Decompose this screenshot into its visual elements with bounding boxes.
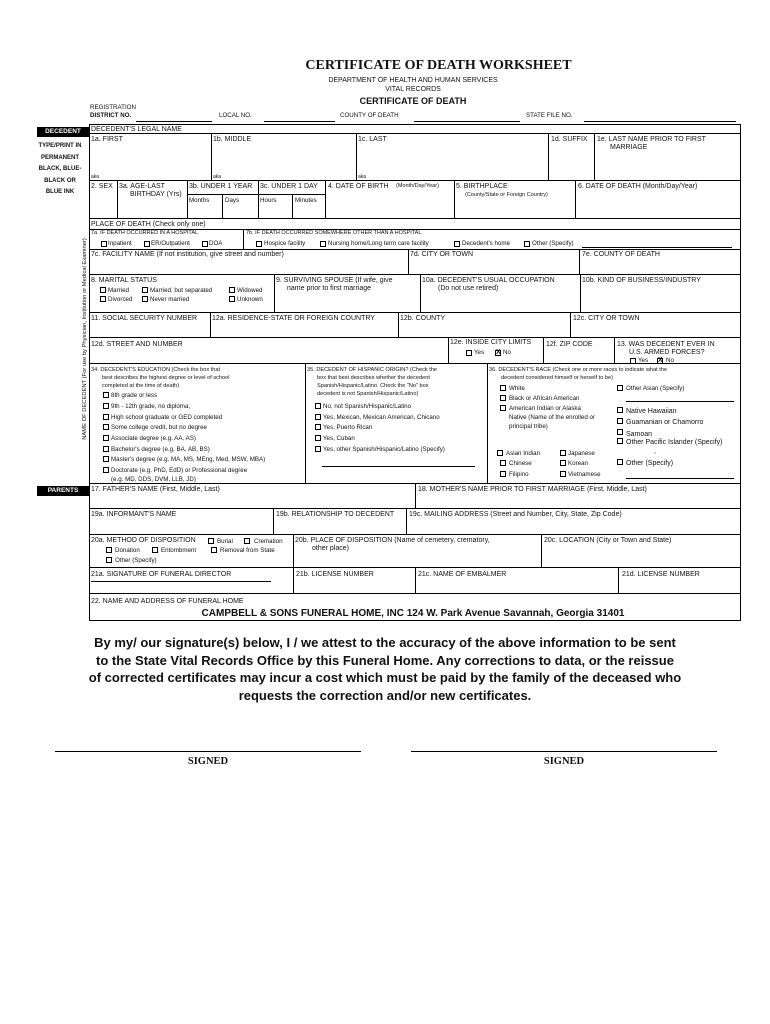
signature-line-left[interactable] [55,751,361,752]
home-label: Decedent's home [462,240,510,247]
inside-city-yes-checkbox[interactable] [466,350,472,356]
hispanic-option-label: Yes, other Spanish/Hispanic/Latino (Specify) [323,446,445,453]
birthday-label: BIRTHDAY (Yrs) [130,191,182,198]
ink-instructions: TYPE/PRINT IN PERMANENT BLACK, BLUE- BLACK OR BLUE INK [38,143,82,195]
race-white-checkbox[interactable] [500,385,506,391]
entombment-checkbox[interactable] [152,547,158,553]
county-death-field[interactable] [580,258,739,273]
armed-no-label: No [666,357,674,364]
race-korean-label: Korean [568,460,588,467]
hispanic-option-checkbox[interactable] [315,424,321,430]
inside-city-label: 12e. INSIDE CITY LIMITS [450,339,532,346]
race-filipino-checkbox[interactable] [500,471,506,477]
district-input[interactable] [136,121,212,122]
race-filipino-label: Filipino [509,471,529,478]
nursing-label: Nursing home/Long term care facility [328,240,429,247]
race-white-label: White [509,385,525,392]
sex-label: 2. SEX [91,183,113,190]
facility-label: 7c. FACILITY NAME (If not institution, give street and number) [91,251,284,258]
hispanic-option-label: No, not Spanish/Hispanic/Latino [323,403,412,410]
inside-city-no-label: No [503,349,511,356]
er-label: ER/Outpatient [151,240,190,247]
edu-option-label: 8th grade or less [111,392,158,399]
middle-name-label: 1b. MIDDLE [213,136,252,143]
race-samoan-label: Samoan [626,431,653,438]
dod-label: 6. DATE OF DEATH (Month/Day/Year) [578,183,698,190]
funeral-home-label: 22. NAME AND ADDRESS OF FUNERAL HOME [91,598,244,605]
hospice-checkbox[interactable] [256,241,262,247]
place-of-death-label: PLACE OF DEATH (Check only one) [91,221,206,228]
hispanic-option-label: Yes, Mexican, Mexican American, Chicano [323,414,440,421]
race-black-label: Black or African American [509,395,580,402]
occupation-label: 10a. DECEDENT'S USUAL OCCUPATION [422,277,555,284]
attestation-text: By my/ our signature(s) below, I / we attest to the accuracy of the above information to be sent to the State Vital Records Office by this Funeral Home. Any corrections to data, or the reissue of corrected certificates may incur a cost which must be paid by the family of the deceased who requests the correction and/or new certificates. [88,635,682,703]
birthplace-format: (County/State or Foreign Country) [465,192,548,198]
removal-checkbox[interactable] [211,547,217,553]
age-last-label: 3a. AGE-LAST [119,183,165,190]
race-native-label-3: principal tribe) [509,423,548,430]
donation-label: Donation [115,547,140,554]
aka-label-1: aka [91,174,100,180]
edu-option-checkbox[interactable] [103,424,109,430]
edu-option-label: High school graduate or GED completed [111,414,223,421]
race-other-asian-input[interactable] [626,401,734,402]
department-label: DEPARTMENT OF HEALTH AND HUMAN SERVICES [328,77,498,84]
race-pacific-checkbox[interactable] [617,438,623,444]
spouse-label: 9. SURVIVING SPOUSE (If wife, give [276,277,393,284]
street-label: 12d. STREET AND NUMBER [91,341,183,348]
removal-label: Removal from State [220,547,275,554]
months-label: Months [189,197,210,204]
never-married-checkbox[interactable] [142,296,148,302]
cremation-label: Cremation [254,538,283,545]
vertical-note: NAME OF DECEDENT (For use by Physician, Institution or Medical Examiner) [82,238,88,440]
county-input[interactable] [414,121,520,122]
license-label-2: 21d. LICENSE NUMBER [622,571,700,578]
race-chinese-label: Chinese [509,460,532,467]
armed-yes-label: Yes [638,357,649,364]
edu-option-checkbox[interactable] [103,392,109,398]
facility-field[interactable] [90,258,407,273]
inside-city-no-checkbox[interactable] [495,350,501,356]
other-place-checkbox[interactable] [524,241,530,247]
nursing-checkbox[interactable] [320,241,326,247]
race-guam-label: Guamanian or Chamorro [626,419,704,426]
er-checkbox[interactable] [144,241,150,247]
other-place-label: Other (Specify) [532,240,574,247]
burial-checkbox[interactable] [208,538,214,544]
dob-format: (Month/Day/Year) [396,183,439,189]
never-married-label: Never married [150,296,190,303]
location-label: 20c. LOCATION (City or Town and State) [544,537,672,544]
divorced-checkbox[interactable] [100,296,106,302]
inpatient-checkbox[interactable] [101,241,107,247]
disposition-method-label: 20a. METHOD OF DISPOSITION [91,537,196,544]
hispanic-option-label: Yes, Puerto Rican [323,424,373,431]
race-guam-checkbox[interactable] [617,418,623,424]
widowed-checkbox[interactable] [229,287,235,293]
unknown-checkbox[interactable] [229,296,235,302]
inpatient-label: Inpatient [108,240,132,247]
armed-yes-checkbox[interactable] [630,358,636,364]
race-other-asian-checkbox[interactable] [617,385,623,391]
edu-option-label: Doctorate (e.g. PhD, EdD) or Professional degree [111,467,248,474]
aka-label-3: aka [358,174,367,180]
race-comma: , [654,448,656,455]
race-hawaiian-checkbox[interactable] [617,407,623,413]
relationship-label: 19b. RELATIONSHIP TO DECEDENT [276,511,395,518]
dob-label: 4. DATE OF BIRTH [328,183,389,190]
race-samoan-checkbox[interactable] [617,429,623,435]
edu-option-note: (e.g. MD, DDS, DVM, LLB, JD) [111,476,196,483]
residence-city-label: 12c. CITY OR TOWN [573,315,640,322]
married-label: Married [108,287,129,294]
dob-field[interactable] [326,192,453,217]
race-asian-indian-label: Asian Indian [506,450,541,457]
other-place-input[interactable] [582,247,732,248]
ssn-field[interactable] [90,323,209,336]
race-vietnamese-checkbox[interactable] [560,471,566,477]
county-label: COUNTY OF DEATH [340,112,399,119]
race-japanese-checkbox[interactable] [560,450,566,456]
hospital-label: 7a. IF DEATH OCCURRED IN A HOSPITAL [91,230,199,236]
district-label: DISTRICT NO. [90,112,132,119]
place-disposition-label: 20b. PLACE OF DISPOSITION (Name of cemetery, crematory, [295,537,490,544]
city-town-field[interactable] [409,258,578,273]
race-vietnamese-label: Vietnamese [568,471,601,478]
race-other-input[interactable] [626,478,734,479]
zip-label: 12f. ZIP CODE [546,341,593,348]
suffix-label: 1d. SUFFIX [551,136,588,143]
registration-label: REGISTRATION [90,104,136,111]
race-asian-indian-checkbox[interactable] [497,450,503,456]
last-prior-label: 1e. LAST NAME PRIOR TO FIRST [597,136,706,143]
cremation-checkbox[interactable] [244,538,250,544]
hospice-label: Hospice facility [264,240,306,247]
race-korean-checkbox[interactable] [560,460,566,466]
hispanic-option-checkbox[interactable] [315,446,321,452]
edu-option-label: Associate degree (e.g. AA, AS) [111,435,196,442]
under-1-day-label: 3c. UNDER 1 DAY [260,183,318,190]
hispanic-option-checkbox[interactable] [315,435,321,441]
last-name-label: 1c. LAST [358,136,387,143]
edu-option-checkbox[interactable] [103,446,109,452]
race-native-checkbox[interactable] [500,405,506,411]
doa-checkbox[interactable] [202,241,208,247]
edu-option-checkbox[interactable] [103,456,109,462]
doa-label: DOA [209,240,223,247]
signed-label-right: SIGNED [543,756,585,767]
director-signature-label: 21a. SIGNATURE OF FUNERAL DIRECTOR [91,571,232,578]
education-heading: 34. DECEDENT'S EDUCATION (Check the box that best describes the highest degree or level of school completed at the time of death) [91,367,230,389]
county-death-label: 7e. COUNTY OF DEATH [582,251,660,258]
director-signature-input[interactable] [91,581,271,582]
hispanic-heading: 35. DECEDENT OF HISPANIC ORIGIN? (Check the box that best describes whether the decedent Spanish/Hispanic/Latino. Check the "No" box decedent is not Spanish/Hispanic/Latino) [307,367,438,397]
signature-line-right[interactable] [411,751,717,752]
minutes-label: Minutes [295,197,317,204]
ssn-label: 11. SOCIAL SECURITY NUMBER [91,315,198,322]
race-japanese-label: Japanese [568,450,595,457]
mother-label: 18. MOTHER'S NAME PRIOR TO FIRST MARRIAGE (First, Middle, Last) [418,486,647,493]
race-native-label-2: Native (Name of the enrolled or [509,414,595,421]
birthplace-label: 5. BIRTHPLACE [456,183,508,190]
married-separated-checkbox[interactable] [142,287,148,293]
burial-label: Burial [217,538,233,545]
city-town-label: 7d. CITY OR TOWN [410,251,474,258]
inside-city-yes-label: Yes [474,349,485,356]
edu-option-checkbox[interactable] [103,403,109,409]
local-input[interactable] [264,121,335,122]
widowed-label: Widowed [237,287,263,294]
race-pacific-label: Other Pacific Islander (Specify) [626,439,723,446]
certificate-subtitle: CERTIFICATE OF DEATH [359,96,467,106]
first-name-label: 1a. FIRST [91,136,123,143]
edu-option-checkbox[interactable] [103,414,109,420]
decedent-tab: DECEDENT [37,127,89,137]
state-file-label: STATE FILE NO. [526,112,573,119]
days-label: Days [225,197,240,204]
race-hawaiian-label: Native Hawaiian [626,408,677,415]
entombment-label: Entombment [161,547,197,554]
race-other-label: Other (Specify) [626,460,674,467]
signed-label-left: SIGNED [187,756,229,767]
father-label: 17. FATHER'S NAME (First, Middle, Last) [91,486,220,493]
last-name-field[interactable] [357,134,547,172]
armed-label: 13. WAS DECEDENT EVER IN [617,341,715,348]
mother-field[interactable] [416,494,739,507]
divorced-label: Divorced [108,296,133,303]
donation-checkbox[interactable] [106,547,112,553]
residence-state-label: 12a. RESIDENCE-STATE OR FOREIGN COUNTRY [212,315,375,322]
local-label: LOCAL NO. [219,112,252,119]
race-other-asian-label: Other Asian (Specify) [626,385,685,392]
embalmer-label: 21c. NAME OF EMBALMER [418,571,507,578]
armed-label-2: U.S. ARMED FORCES? [629,349,705,356]
married-checkbox[interactable] [100,287,106,293]
race-heading: 36. DECEDENT'S RACE (Check one or more races to indicate what the decedent considered himself or herself to be) [489,367,667,381]
unknown-label: Unknown [237,296,263,303]
parents-tab: PARENTS [37,486,89,496]
spouse-label-2: name prior to first marriage [287,285,372,292]
home-checkbox[interactable] [454,241,460,247]
legal-name-label: DECEDENT'S LEGAL NAME [91,126,182,133]
father-field[interactable] [90,494,414,507]
elsewhere-label: 7b. IF DEATH OCCURRED SOMEWHERE OTHER THAN A HOSPITAL [246,230,422,236]
occupation-label-2: (Do not use retired) [438,285,499,292]
armed-no-checkbox[interactable] [657,358,663,364]
state-file-input[interactable] [584,121,736,122]
race-native-label: American Indian or Alaska [509,405,581,412]
edu-option-checkbox[interactable] [103,467,109,473]
race-black-checkbox[interactable] [500,395,506,401]
middle-name-field[interactable] [212,134,355,172]
mailing-address-label: 19c. MAILING ADDRESS (Street and Number, City, State, Zip Code) [409,511,622,518]
aka-label-2: aka [213,174,222,180]
hispanic-other-input[interactable] [322,466,475,467]
vital-records-label: VITAL RECORDS [385,86,441,93]
edu-option-label: 9th - 12th grade, no diploma, [111,403,191,410]
place-disposition-label-2: other place) [312,545,349,552]
hispanic-option-label: Yes, Cuban [323,435,355,442]
informant-name-label: 19a. INFORMANT'S NAME [91,511,177,518]
funeral-home-value: CAMPBELL & SONS FUNERAL HOME, INC 124 W. Park Avenue Savannah, Georgia 31401 [201,608,625,619]
dod-field[interactable] [576,192,739,217]
license-label: 21b. LICENSE NUMBER [296,571,374,578]
under-1-year-label: 3b. UNDER 1 YEAR [189,183,253,190]
business-label: 10b. KIND OF BUSINESS/INDUSTRY [582,277,701,284]
hispanic-option-checkbox[interactable] [315,414,321,420]
race-other-checkbox[interactable] [617,459,623,465]
race-chinese-checkbox[interactable] [500,460,506,466]
other-disposition-label: Other (Specify) [115,557,157,564]
residence-county-label: 12b. COUNTY [400,315,446,322]
edu-option-label: Some college credit, but no degree [111,424,207,431]
hispanic-option-checkbox[interactable] [315,403,321,409]
page-title: CERTIFICATE OF DEATH WORKSHEET [305,58,572,73]
last-prior-label-2: MARRIAGE [610,144,648,151]
hours-label: Hours [260,197,277,204]
other-disposition-checkbox[interactable] [106,557,112,563]
first-name-field[interactable] [90,134,210,172]
edu-option-label: Bachelor's degree (e.g. BA, AB, BS) [111,446,210,453]
married-separated-label: Married, but separated [150,287,213,294]
edu-option-checkbox[interactable] [103,435,109,441]
edu-option-label: Master's degree (e.g. MA, MS, MEng, Med, MSW, MBA) [111,456,266,463]
marital-label: 8. MARITAL STATUS [91,277,157,284]
